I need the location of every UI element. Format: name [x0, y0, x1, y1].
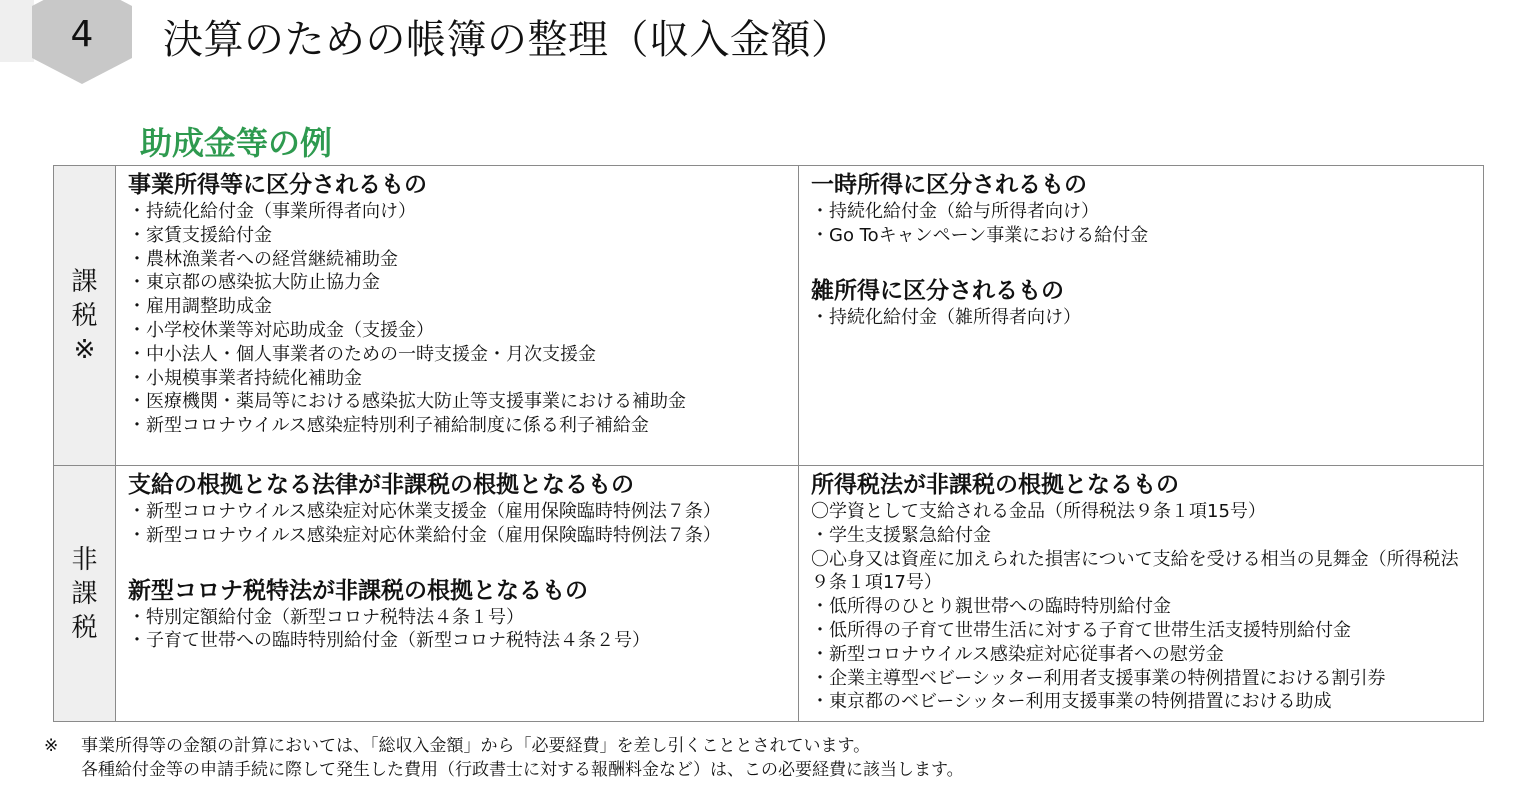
list-item: ・医療機関・薬局等における感染拡大防止等支援事業における補助金	[128, 391, 686, 413]
list-item: ・企業主導型ベビーシッター利用者支援事業の特例措置における割引券	[811, 667, 1386, 689]
group-heading: 所得税法が非課税の根拠となるもの	[811, 472, 1179, 498]
label-char: 非	[71, 544, 98, 575]
list-item: 〇心身又は資産に加えられた損害について支給を受ける相当の見舞金（所得税法９条１項17号）	[811, 548, 1459, 594]
item-list	[811, 306, 1473, 330]
income-tax-act-cell	[799, 466, 1484, 722]
list-item: ・低所得の子育て世帯生活に対する子育て世帯生活支援特別給付金	[811, 619, 1351, 641]
list-item: ・家賃支援給付金	[128, 224, 272, 246]
business-income-cell	[116, 166, 799, 466]
label-char: ※	[73, 334, 96, 365]
item-list	[128, 200, 788, 438]
label-char: 課	[71, 578, 98, 609]
footnote	[44, 734, 964, 782]
item-list	[128, 606, 788, 654]
list-item: ・新型コロナウイルス感染症対応休業給付金（雇用保険臨時特例法７条）	[128, 524, 721, 546]
item-list	[128, 500, 788, 548]
taxable-row	[54, 166, 1484, 466]
list-item: ・子育て世帯への臨時特別給付金（新型コロナ税特法４条２号）	[128, 630, 650, 652]
item-list	[811, 500, 1473, 714]
group-heading: 事業所得等に区分されるもの	[128, 172, 427, 198]
group-heading: 支給の根拠となる法律が非課税の根拠となるもの	[128, 472, 634, 498]
list-item: ・中小法人・個人事業者のための一時支援金・月次支援金	[128, 343, 596, 365]
footnote-line: 各種給付金等の申請手続に際して発生した費用（行政書士に対する報酬料金など）は、この必要経費に該当します。	[81, 760, 964, 780]
non-taxable-row	[54, 466, 1484, 722]
non-taxable-label	[54, 466, 116, 722]
label-char: 税	[71, 612, 98, 643]
group-heading: 一時所得に区分されるもの	[811, 172, 1087, 198]
temporary-misc-income-cell	[799, 166, 1484, 466]
label-char: 課	[71, 266, 98, 297]
list-item: ・東京都の感染拡大防止協力金	[128, 272, 380, 294]
section-number: 4	[70, 14, 94, 55]
list-item: ・Go Toキャンペーン事業における給付金	[811, 224, 1149, 246]
list-item: ・東京都のベビーシッター利用支援事業の特例措置における助成	[811, 691, 1332, 713]
subsidy-examples-table	[53, 165, 1484, 722]
page-title: 決算のための帳簿の整理（収入金額）	[163, 17, 852, 63]
list-item: ・持続化給付金（事業所得者向け）	[128, 201, 416, 222]
list-item: ・学生支援緊急給付金	[811, 524, 991, 546]
list-item: ・新型コロナウイルス感染症対応休業支援金（雇用保険臨時特例法７条）	[128, 501, 721, 522]
list-item: ・小学校休業等対応助成金（支援金）	[128, 319, 434, 341]
group-heading: 雑所得に区分されるもの	[811, 277, 1064, 304]
list-item: ・新型コロナウイルス感染症対応従事者への慰労金	[811, 643, 1224, 665]
header-band	[0, 0, 34, 62]
list-item: ・小規模事業者持続化補助金	[128, 367, 362, 389]
list-item: ・持続化給付金（給与所得者向け）	[811, 201, 1099, 222]
footnote-line: 事業所得等の金額の計算においては、「総収入金額」から「必要経費」を差し引くこととされています。	[81, 736, 871, 756]
taxable-label	[54, 166, 116, 466]
list-item: 〇学資として支給される金品（所得税法９条１項15号）	[811, 501, 1266, 522]
law-basis-cell	[116, 466, 799, 722]
list-item: ・農林漁業者への経営継続補助金	[128, 248, 398, 270]
footnote-mark: ※	[44, 736, 59, 756]
item-list	[811, 200, 1473, 248]
label-char: 税	[71, 300, 98, 331]
list-item: ・新型コロナウイルス感染症特別利子補給制度に係る利子補給金	[128, 415, 649, 437]
list-item: ・雇用調整助成金	[128, 296, 272, 318]
group-heading: 新型コロナ税特法が非課税の根拠となるもの	[128, 577, 588, 604]
list-item: ・低所得のひとり親世帯への臨時特別給付金	[811, 596, 1171, 618]
list-item: ・特別定額給付金（新型コロナ税特法４条１号）	[128, 606, 524, 628]
subsection-title: 助成金等の例	[140, 124, 333, 162]
list-item: ・持続化給付金（雑所得者向け）	[811, 306, 1081, 328]
